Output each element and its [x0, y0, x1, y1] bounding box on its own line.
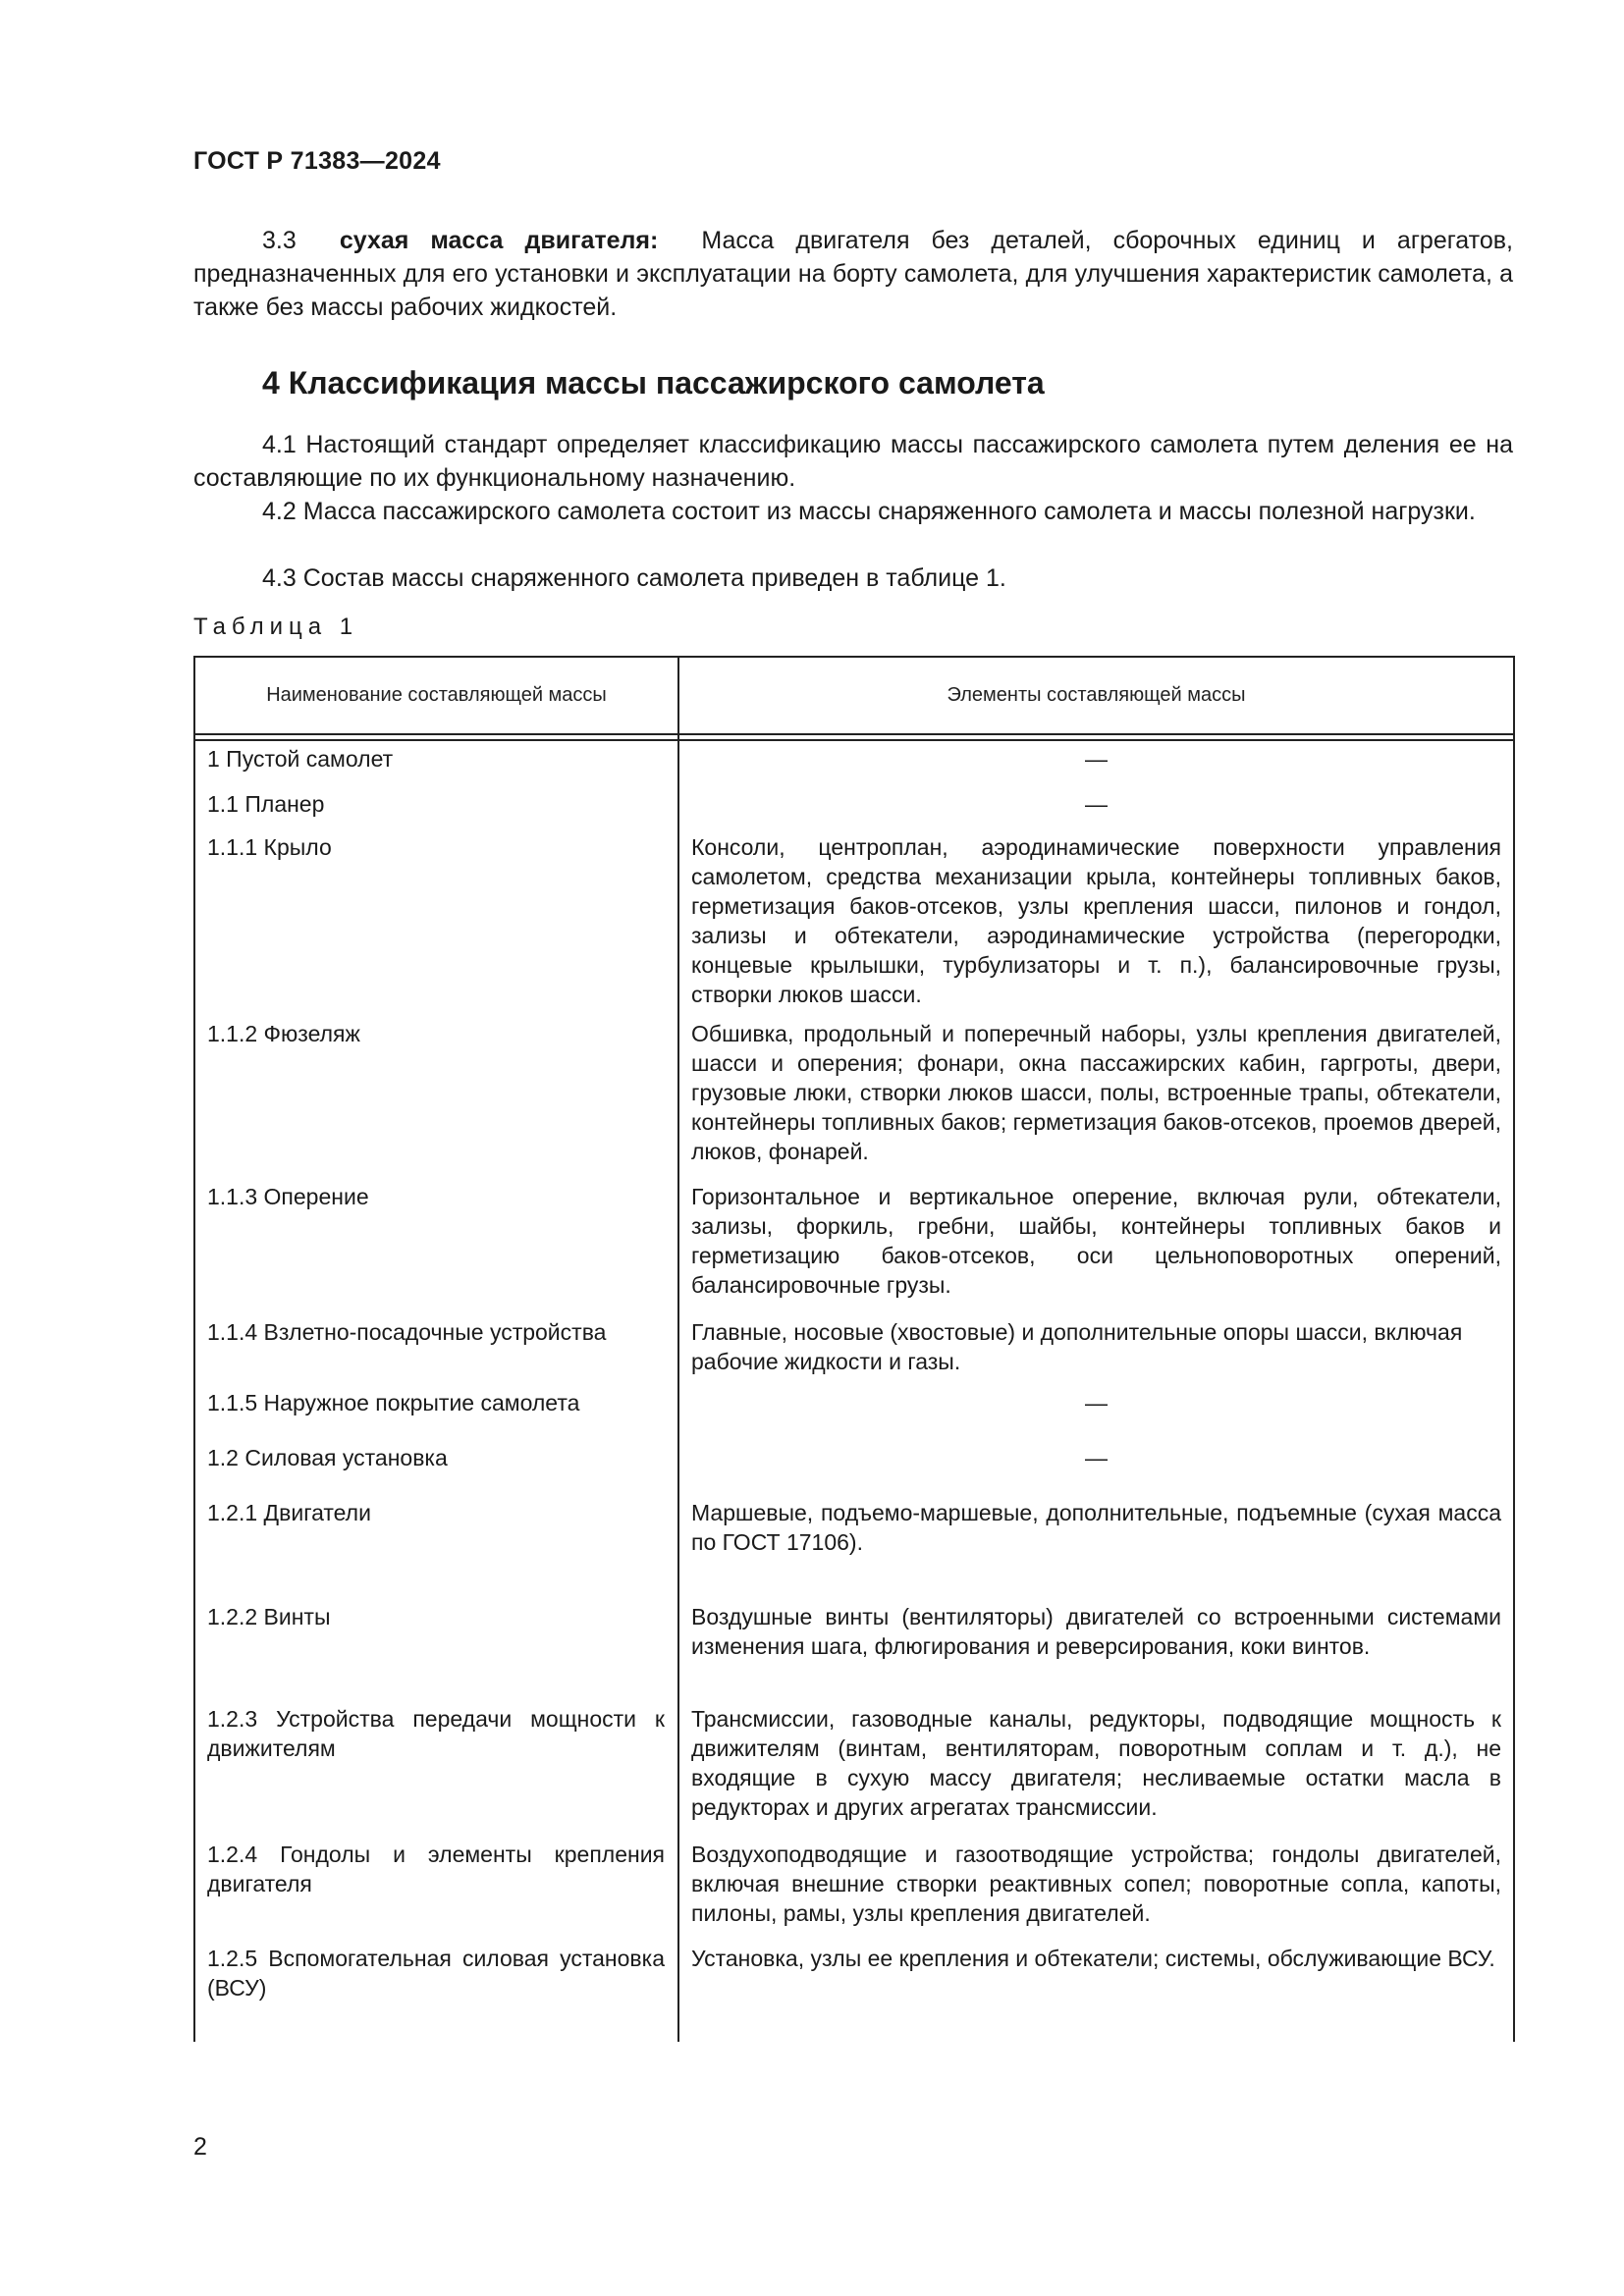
- header-divider: [195, 733, 1513, 735]
- table-row-elements: —: [1085, 746, 1108, 772]
- table-caption: Таблица 1: [193, 614, 359, 640]
- table-row-elements: Воздушные винты (вентиляторы) двигателей со встроенными системами изменения шага, флюгирования и реверсирования, коки винтов.: [691, 1604, 1501, 1659]
- table-row-name: 1.1.3 Оперение: [207, 1184, 369, 1209]
- table-row-name: 1.1.5 Наружное покрытие самолета: [207, 1390, 580, 1415]
- table-row-elements: —: [1085, 791, 1108, 817]
- table-row-name: 1.2 Силовая установка: [207, 1445, 448, 1470]
- table-row-elements: Горизонтальное и вертикальное оперение, включая рули, обтекатели, зализы, форкиль, гребни, шайбы, контейнеры топливных баков и герметизацию баков-отсеков, оси цельноповоротных оперений, балансировочные грузы.: [691, 1184, 1501, 1298]
- document-header: ГОСТ Р 71383—2024: [193, 147, 441, 175]
- clause-3-3-number: 3.3: [262, 227, 297, 254]
- table-row-elements: —: [1085, 1390, 1108, 1415]
- table-row-name: 1.1.4 Взлетно-посадочные устройства: [207, 1319, 607, 1345]
- table-row-name: 1.2.3 Устройства передачи мощности к движителям: [207, 1706, 665, 1761]
- table-row-elements: Обшивка, продольный и поперечный наборы, узлы крепления двигателей, шасси и оперения; фонари, окна пассажирских кабин, гаргроты, двери, грузовые люки, створки люков шасси, полы, встроенные трапы, обтекатели, контейнеры топливных баков; герметизация баков-отсеков, проемов дверей, люков, фонарей.: [691, 1021, 1501, 1164]
- table-row-name: 1.2.5 Вспомогательная силовая установка (ВСУ): [207, 1946, 665, 2001]
- page-number: 2: [193, 2133, 207, 2161]
- table-row-elements: Маршевые, подъемо-маршевые, дополнительные, подъемные (сухая масса по ГОСТ 17106).: [691, 1500, 1501, 1555]
- table-row-elements: Установка, узлы ее крепления и обтекатели; системы, обслуживающие ВСУ.: [691, 1946, 1495, 1971]
- table-row-name: 1.2.2 Винты: [207, 1604, 331, 1629]
- clause-3-3-definition: Масса двигателя без деталей, сборочных единиц и агрегатов, предназначенных для его установки и эксплуатации на борту самолета, для улучшения характеристик самолета, а также без массы рабочих жидкостей.: [193, 227, 1513, 321]
- section-4-title: 4 Классификация массы пассажирского самолета: [262, 365, 1045, 400]
- header-divider: [195, 739, 1513, 741]
- table-row-elements: Воздухоподводящие и газоотводящие устройства; гондолы двигателей, включая внешние створки реактивных сопел; поворотные сопла, капоты, пилоны, рамы, узлы крепления двигателей.: [691, 1842, 1501, 1926]
- paragraph-4-1: 4.1 Настоящий стандарт определяет классификацию массы пассажирского самолета путем деления ее на составляющие по их функциональному назначению.: [193, 431, 1513, 492]
- table-row-elements: —: [1085, 1445, 1108, 1470]
- table-row-name: 1 Пустой самолет: [207, 746, 394, 772]
- paragraph-4-2: 4.2 Масса пассажирского самолета состоит из массы снаряженного самолета и массы полезной нагрузки.: [262, 498, 1476, 525]
- table-row-name: 1.2.1 Двигатели: [207, 1500, 371, 1525]
- table-row-name: 1.2.4 Гондолы и элементы крепления двигателя: [207, 1842, 665, 1896]
- table-row-name: 1.1 Планер: [207, 791, 325, 817]
- table-row-elements: Главные, носовые (хвостовые) и дополнительные опоры шасси, включая рабочие жидкости и газы.: [691, 1319, 1463, 1374]
- table-row-elements: Трансмиссии, газоводные каналы, редукторы, подводящие мощность к движителям (винтам, вентиляторам, поворотным соплам и т. д.), не входящие в сухую массу двигателя; несливаемые остатки масла в редукторах и других агрегатах трансмиссии.: [691, 1706, 1501, 1820]
- column-header-name: Наименование составляющей массы: [266, 684, 607, 706]
- mass-composition-table: [193, 656, 1515, 2042]
- column-divider: [677, 658, 679, 2042]
- table-row-name: 1.1.1 Крыло: [207, 834, 332, 860]
- paragraph-4-3: 4.3 Состав массы снаряженного самолета приведен в таблице 1.: [262, 564, 1006, 592]
- column-header-elements: Элементы составляющей массы: [947, 684, 1246, 706]
- table-row-name: 1.1.2 Фюзеляж: [207, 1021, 360, 1046]
- clause-3-3: [193, 224, 1513, 324]
- clause-3-3-term: сухая масса двигателя:: [339, 227, 659, 254]
- table-row-elements: Консоли, центроплан, аэродинамические поверхности управления самолетом, средства механизации крыла, контейнеры топливных баков, герметизация баков-отсеков, узлы крепления шасси, пилонов и гондол, зализы и обтекатели, аэродинамические устройства (перегородки, концевые крылышки, турбулизаторы и т. п.), балансировочные грузы, створки люков шасси.: [691, 834, 1501, 1007]
